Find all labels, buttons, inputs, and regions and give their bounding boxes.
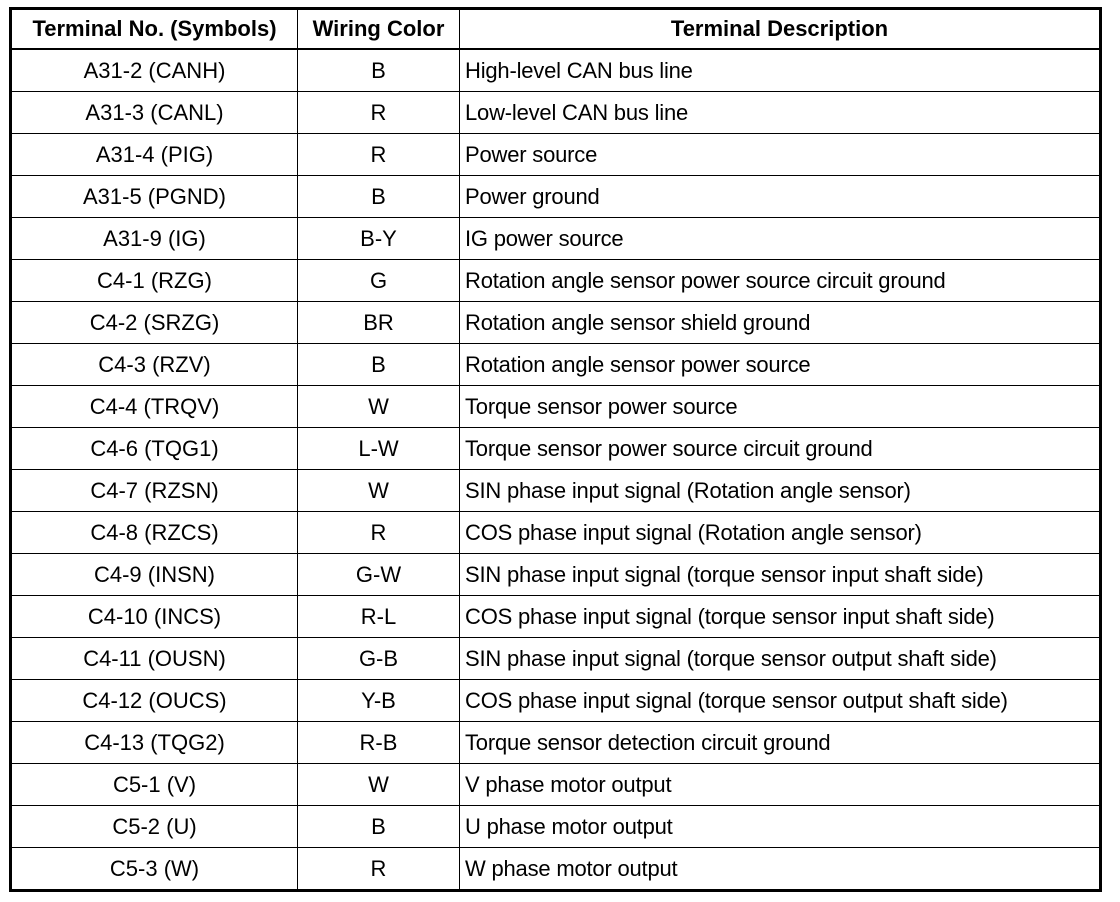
description-cell: Power ground (460, 176, 1101, 218)
description-cell: U phase motor output (460, 806, 1101, 848)
wiring-color-cell: R (298, 134, 460, 176)
table-row (11, 680, 1101, 722)
wiring-color-cell: BR (298, 302, 460, 344)
table-row (11, 134, 1101, 176)
description-cell: Rotation angle sensor shield ground (460, 302, 1101, 344)
terminal-cell: A31-9 (IG) (11, 218, 298, 260)
wiring-color-cell: B-Y (298, 218, 460, 260)
description-cell: SIN phase input signal (Rotation angle sensor) (460, 470, 1101, 512)
table-row (11, 386, 1101, 428)
wiring-color-cell: W (298, 470, 460, 512)
wiring-color-cell: R (298, 512, 460, 554)
table-row (11, 512, 1101, 554)
description-cell: W phase motor output (460, 848, 1101, 891)
table-row (11, 428, 1101, 470)
table-row (11, 176, 1101, 218)
terminal-cell: A31-4 (PIG) (11, 134, 298, 176)
terminal-cell: C5-1 (V) (11, 764, 298, 806)
description-cell: Torque sensor power source circuit ground (460, 428, 1101, 470)
wiring-color-cell: B (298, 806, 460, 848)
description-cell: COS phase input signal (torque sensor input shaft side) (460, 596, 1101, 638)
wiring-color-cell: L-W (298, 428, 460, 470)
terminal-cell: C4-10 (INCS) (11, 596, 298, 638)
terminal-cell: C4-1 (RZG) (11, 260, 298, 302)
terminal-cell: C4-8 (RZCS) (11, 512, 298, 554)
terminal-cell: C4-7 (RZSN) (11, 470, 298, 512)
description-cell: COS phase input signal (Rotation angle sensor) (460, 512, 1101, 554)
description-cell: COS phase input signal (torque sensor output shaft side) (460, 680, 1101, 722)
description-cell: Rotation angle sensor power source (460, 344, 1101, 386)
wiring-color-cell: B (298, 49, 460, 92)
terminal-table (9, 7, 1102, 892)
terminal-cell: A31-5 (PGND) (11, 176, 298, 218)
table-row (11, 344, 1101, 386)
header-wiring-color: Wiring Color (298, 9, 460, 50)
wiring-color-cell: B (298, 344, 460, 386)
wiring-color-cell: Y-B (298, 680, 460, 722)
wiring-color-cell: R-L (298, 596, 460, 638)
wiring-color-cell: R (298, 92, 460, 134)
table-header (11, 9, 1101, 50)
description-cell: Torque sensor power source (460, 386, 1101, 428)
description-cell: V phase motor output (460, 764, 1101, 806)
description-cell: IG power source (460, 218, 1101, 260)
terminal-cell: C4-13 (TQG2) (11, 722, 298, 764)
wiring-color-cell: W (298, 386, 460, 428)
wiring-color-cell: B (298, 176, 460, 218)
terminal-cell: C5-2 (U) (11, 806, 298, 848)
description-cell: Torque sensor detection circuit ground (460, 722, 1101, 764)
terminal-cell: C4-11 (OUSN) (11, 638, 298, 680)
wiring-color-cell: W (298, 764, 460, 806)
terminal-cell: A31-2 (CANH) (11, 49, 298, 92)
header-row (11, 9, 1101, 50)
table-row (11, 302, 1101, 344)
terminal-cell: A31-3 (CANL) (11, 92, 298, 134)
terminal-cell: C5-3 (W) (11, 848, 298, 891)
description-cell: High-level CAN bus line (460, 49, 1101, 92)
table-row (11, 848, 1101, 891)
header-terminal: Terminal No. (Symbols) (11, 9, 298, 50)
table-body (11, 49, 1101, 891)
wiring-color-cell: G-W (298, 554, 460, 596)
table-row (11, 596, 1101, 638)
table-row (11, 49, 1101, 92)
table-row (11, 470, 1101, 512)
wiring-color-cell: G-B (298, 638, 460, 680)
terminal-cell: C4-3 (RZV) (11, 344, 298, 386)
header-description: Terminal Description (460, 9, 1101, 50)
wiring-color-cell: R-B (298, 722, 460, 764)
table-row (11, 764, 1101, 806)
description-cell: Rotation angle sensor power source circuit ground (460, 260, 1101, 302)
table-row (11, 554, 1101, 596)
table-row (11, 260, 1101, 302)
table-row (11, 218, 1101, 260)
terminal-cell: C4-4 (TRQV) (11, 386, 298, 428)
description-cell: SIN phase input signal (torque sensor input shaft side) (460, 554, 1101, 596)
wiring-color-cell: R (298, 848, 460, 891)
table-row (11, 722, 1101, 764)
table-row (11, 92, 1101, 134)
terminal-cell: C4-6 (TQG1) (11, 428, 298, 470)
terminal-cell: C4-12 (OUCS) (11, 680, 298, 722)
terminal-cell: C4-2 (SRZG) (11, 302, 298, 344)
description-cell: Low-level CAN bus line (460, 92, 1101, 134)
description-cell: SIN phase input signal (torque sensor output shaft side) (460, 638, 1101, 680)
terminal-cell: C4-9 (INSN) (11, 554, 298, 596)
table-row (11, 638, 1101, 680)
wiring-color-cell: G (298, 260, 460, 302)
table-row (11, 806, 1101, 848)
description-cell: Power source (460, 134, 1101, 176)
